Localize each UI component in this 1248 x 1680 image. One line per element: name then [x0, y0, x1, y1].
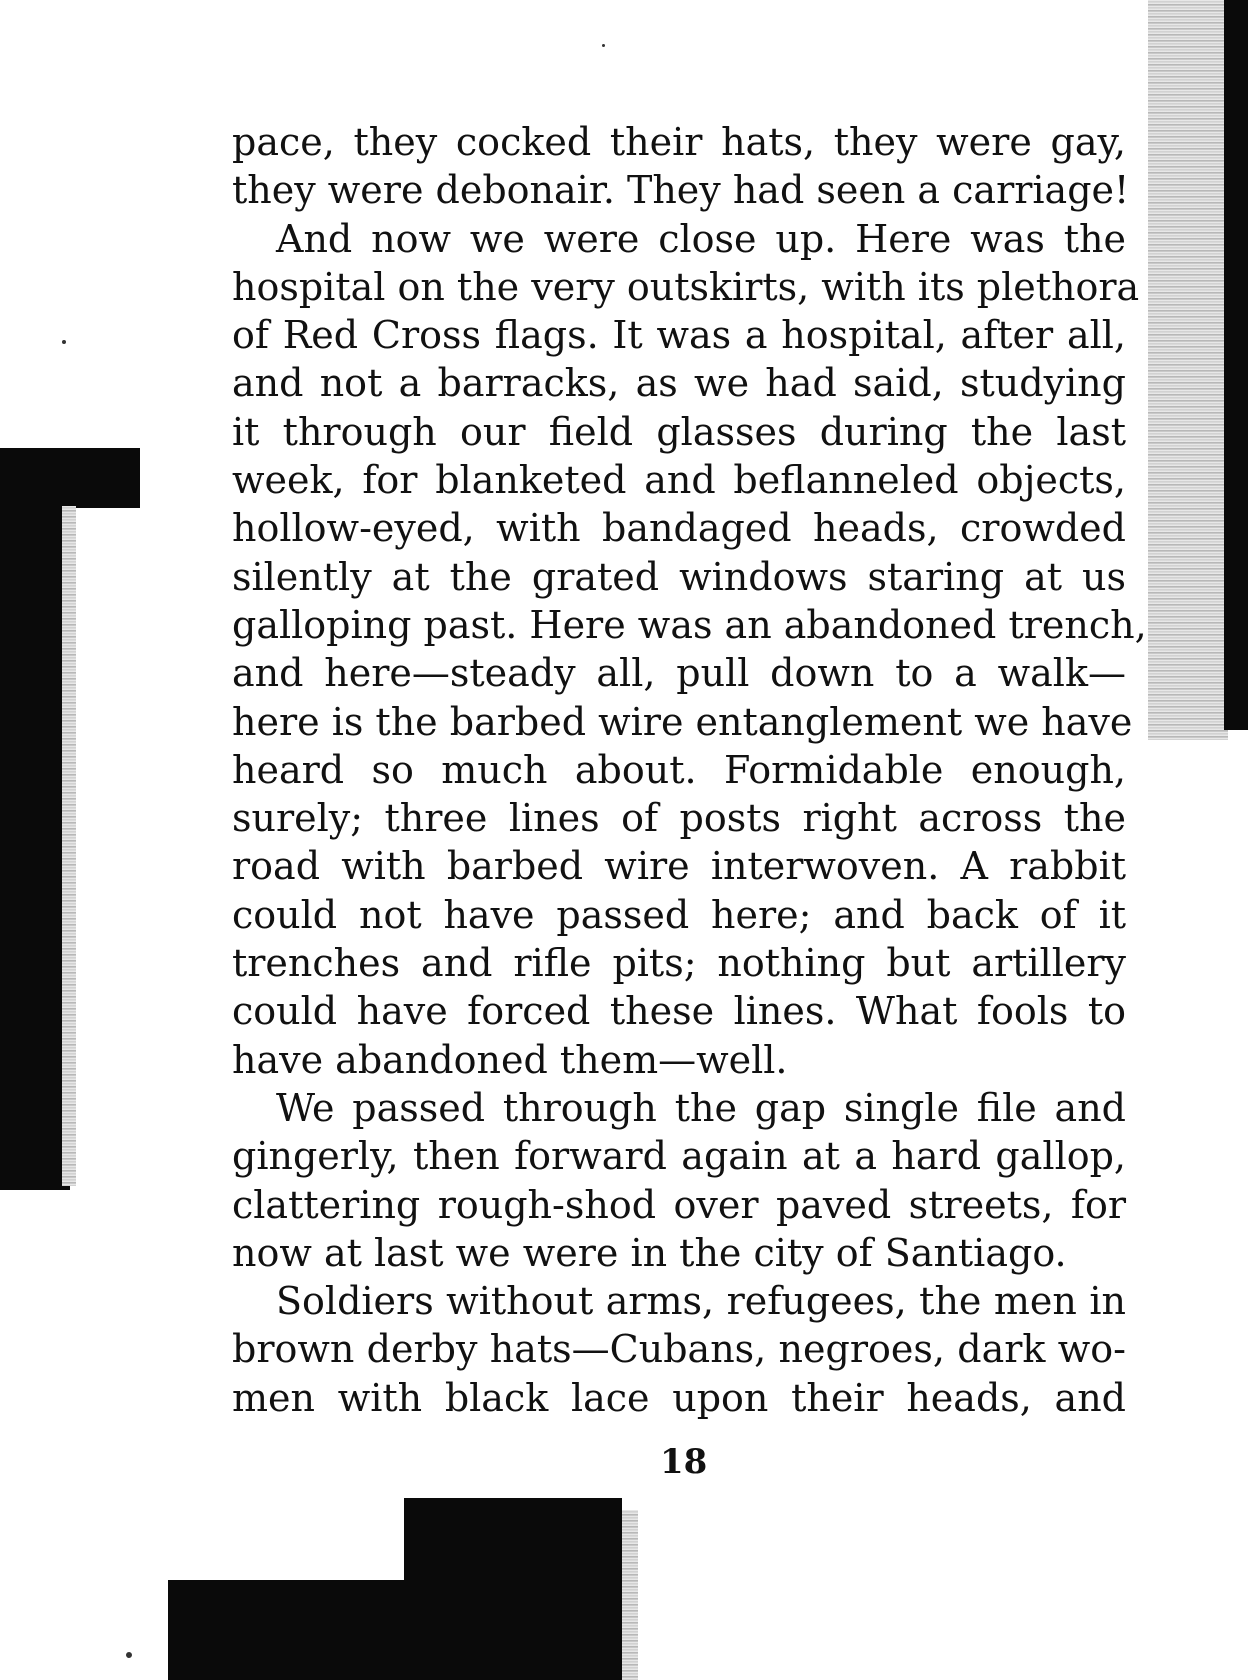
text-line: galloping past. Here was an abandoned trench, — [232, 602, 1147, 647]
scan-artifact-left-edge — [62, 506, 76, 1186]
text-line: could have forced these lines. What fools to — [232, 989, 1126, 1034]
text-line: here is the barbed wire entanglement we have — [232, 699, 1133, 744]
text-line: road with barbed wire interwoven. A rabbit — [232, 844, 1126, 889]
text-line: brown derby hats—Cubans, negroes, dark wo- — [232, 1327, 1126, 1372]
text-line: Soldiers without arms, refugees, the men in — [276, 1279, 1126, 1324]
text-line: pace, they cocked their hats, they were gay, — [232, 120, 1126, 164]
text-line: trenches and rifle pits; nothing but artillery — [232, 941, 1126, 986]
text-line: now at last we were in the city of Santiago. — [232, 1230, 1067, 1275]
text-line: and here—steady all, pull down to a walk— — [232, 651, 1126, 696]
text-line: surely; three lines of posts right across the — [232, 796, 1126, 841]
text-line: men with black lace upon their heads, and — [232, 1375, 1126, 1420]
scan-speck — [62, 340, 66, 344]
text-line: it through our field glasses during the last — [232, 409, 1126, 454]
text-line: We passed through the gap single file and — [276, 1085, 1126, 1130]
text-line: gingerly, then forward again at a hard gallop, — [232, 1134, 1126, 1179]
scan-speck — [126, 1652, 132, 1658]
text-line: heard so much about. Formidable enough, — [232, 747, 1126, 792]
scan-artifact-left-bar — [0, 500, 70, 1190]
scan-artifact-right-speckle — [1148, 0, 1228, 740]
text-line: of Red Cross flags. It was a hospital, after all, — [232, 313, 1126, 358]
text-line: they were debonair. They had seen a carriage! — [232, 168, 1130, 213]
scan-artifact-bottom-lower — [168, 1580, 628, 1680]
body-text — [232, 118, 1147, 1422]
text-line: and not a barracks, as we had said, studying — [232, 361, 1126, 406]
text-line: week, for blanketed and beflanneled objects, — [232, 458, 1126, 503]
scan-speck — [602, 44, 605, 47]
page-number: 18 — [660, 1442, 708, 1482]
scan-artifact-bottom-edge — [622, 1510, 638, 1680]
text-line: have abandoned them—well. — [232, 1037, 788, 1082]
text-line: could not have passed here; and back of it — [232, 892, 1126, 937]
text-line: silently at the grated windows staring at us — [232, 554, 1126, 599]
text-line: And now we were close up. Here was the — [276, 216, 1126, 261]
text-line: hospital on the very outskirts, with its plethora — [232, 264, 1140, 309]
text-line: clattering rough-shod over paved streets, for — [232, 1182, 1126, 1227]
text-line: hollow-eyed, with bandaged heads, crowded — [232, 506, 1126, 551]
scan-artifact-right-bar — [1224, 0, 1248, 730]
scan-artifact-left-top — [0, 448, 140, 508]
